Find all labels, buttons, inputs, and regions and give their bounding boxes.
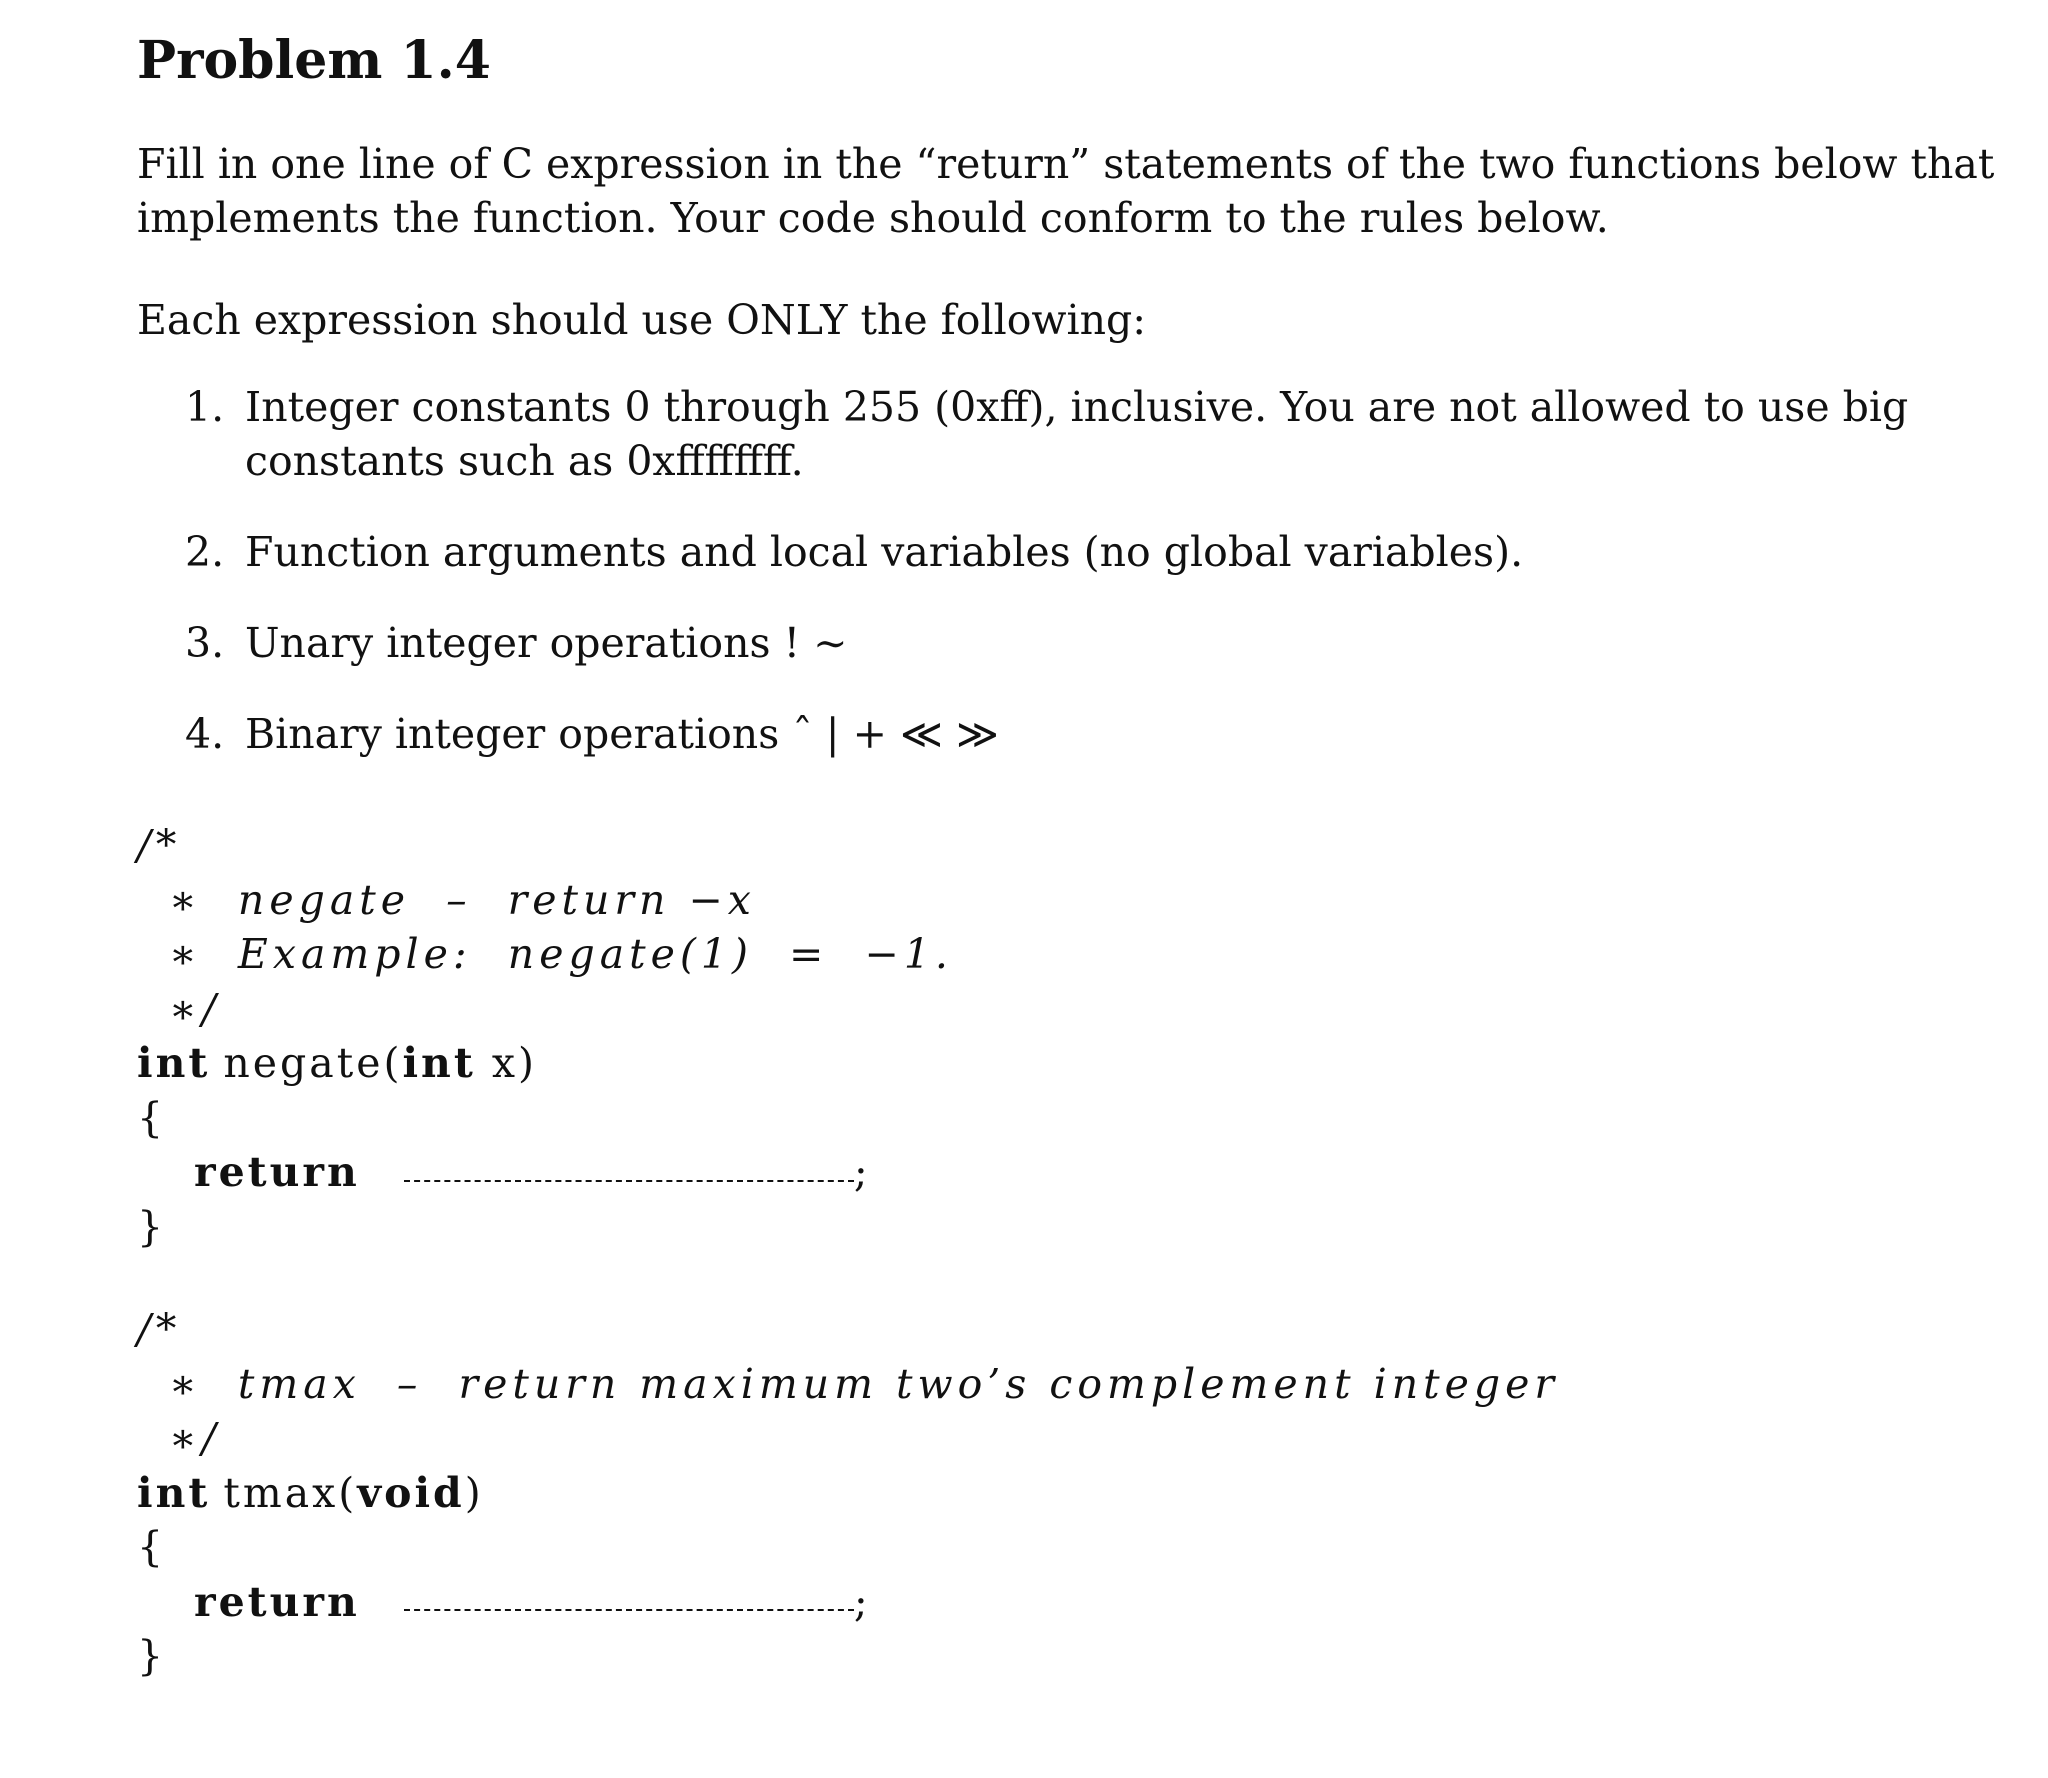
function-signature — [137, 1036, 953, 1091]
param-rest: ) — [464, 1468, 484, 1517]
comment-close: ∗/ — [169, 1414, 221, 1462]
rule-item — [137, 616, 1917, 670]
rule-text: Function arguments and local variables (no global variables). — [245, 528, 1524, 576]
intro-paragraph — [137, 137, 1994, 245]
rules-list — [137, 380, 1917, 798]
brace-open: { — [137, 1093, 164, 1142]
function-name: negate( — [223, 1039, 403, 1087]
rule-number: 2. — [185, 528, 225, 576]
rule-text: Binary integer operations ˆ | + ≪ ≫ — [245, 710, 999, 758]
problem-title: Problem 1.4 — [137, 30, 491, 91]
comment-open: /* — [137, 821, 182, 869]
rule-text: Integer constants 0 through 255 (0xff), inclusive. You are not allowed to use big — [245, 383, 1909, 431]
rule-item — [137, 707, 1917, 761]
rule-text: Unary integer operations ! ∼ — [245, 619, 848, 667]
answer-blank[interactable] — [404, 1180, 854, 1184]
rule-number: 1. — [185, 383, 225, 431]
rule-number: 3. — [185, 619, 225, 667]
function-name: tmax( — [223, 1468, 358, 1517]
rule-number: 4. — [185, 710, 225, 758]
rule-item — [137, 525, 1917, 579]
brace-close: } — [137, 1202, 164, 1251]
return-statement — [137, 1145, 953, 1200]
param-type: void — [357, 1468, 465, 1517]
rules-heading: Each expression should use ONLY the following: — [137, 296, 1147, 344]
function-signature — [137, 1466, 1559, 1521]
code-block-negate — [137, 818, 953, 1254]
comment-line: ∗ negate – return −x — [169, 875, 756, 924]
comment-open: /* — [137, 1305, 182, 1353]
statement-terminator: ; — [853, 1148, 868, 1196]
rule-text-continued: constants such as 0xffffffff. — [245, 437, 804, 485]
rule-item — [137, 380, 1917, 488]
intro-line-2: implements the function. Your code should conform to the rules below. — [137, 194, 1609, 242]
param-rest: x) — [475, 1039, 537, 1087]
brace-open: { — [137, 1523, 164, 1571]
param-type: int — [402, 1039, 476, 1087]
code-block-tmax — [137, 1302, 1559, 1684]
return-type: int — [137, 1039, 211, 1087]
return-keyword: return — [194, 1148, 360, 1196]
comment-line: ∗ tmax – return maximum two’s complement integer — [169, 1359, 1559, 1408]
answer-blank[interactable] — [404, 1609, 854, 1613]
comment-line: ∗ Example: negate(1) = −1. — [169, 930, 953, 978]
return-type: int — [137, 1468, 211, 1517]
brace-close: } — [137, 1632, 164, 1680]
return-statement — [137, 1575, 1559, 1630]
statement-terminator: ; — [853, 1577, 868, 1626]
comment-close: ∗/ — [169, 984, 221, 1033]
intro-line-1: Fill in one line of C expression in the “return” statements of the two functions below that — [137, 140, 1995, 188]
return-keyword: return — [194, 1577, 360, 1626]
